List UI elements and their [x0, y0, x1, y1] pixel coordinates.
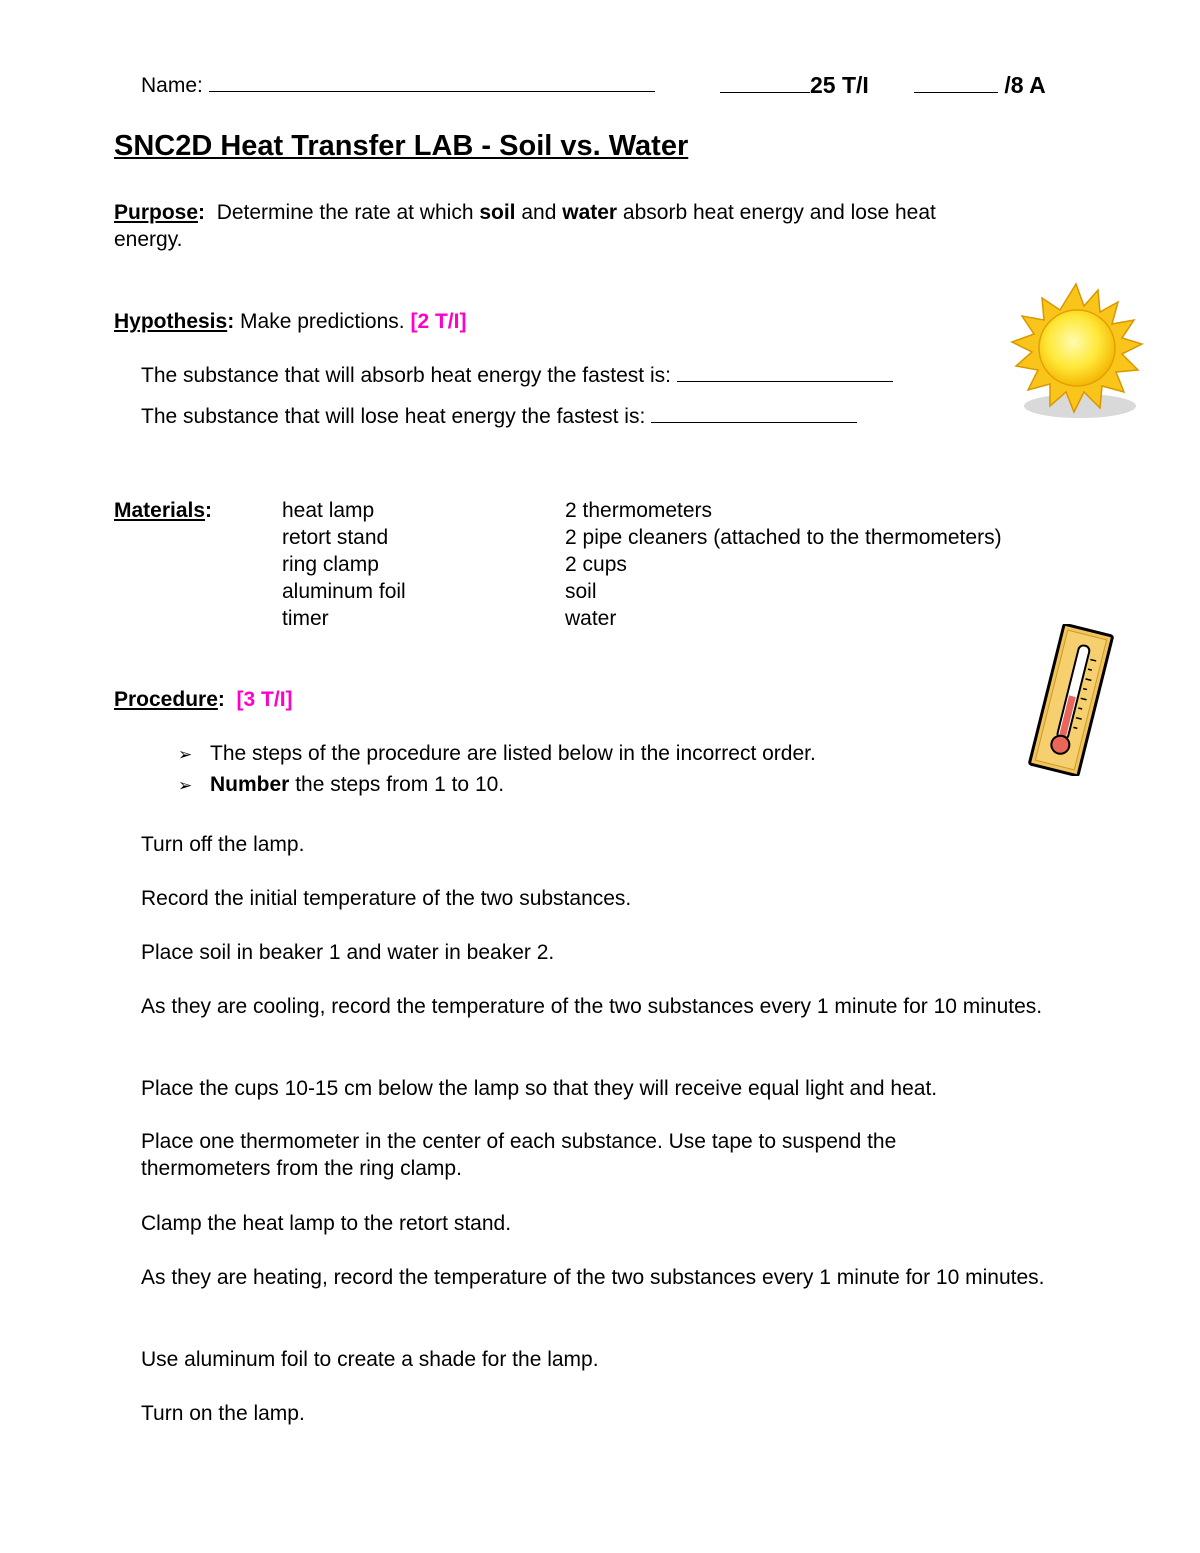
sun-icon — [1008, 282, 1146, 424]
procedure-step: As they are cooling, record the temperature of the two substances every 1 minute for 10 minutes. — [141, 995, 1043, 1018]
a-score: /8 A — [914, 72, 1046, 99]
purpose-water: water — [562, 201, 618, 224]
material-item: heat lamp — [282, 499, 375, 522]
procedure-heading: Procedure: [3 T/I] — [114, 688, 293, 711]
procedure-step: Turn on the lamp. — [141, 1402, 305, 1425]
procedure-step: As they are heating, record the temperature of the two substances every 1 minute for 10 minutes. — [141, 1266, 1045, 1289]
procedure-bullet-1: ➢ The steps of the procedure are listed below in the incorrect order. — [178, 742, 816, 765]
procedure-step: Record the initial temperature of the two substances. — [141, 887, 632, 910]
name-line — [141, 74, 655, 98]
purpose-soil: soil — [479, 201, 516, 224]
material-item: 2 pipe cleaners (attached to the thermometers) — [565, 526, 1002, 549]
procedure-marks: [3 T/I] — [236, 688, 293, 711]
procedure-step: Place soil in beaker 1 and water in beaker 2. — [141, 941, 555, 964]
procedure-step: Clamp the heat lamp to the retort stand. — [141, 1212, 512, 1235]
hypothesis-q1: The substance that will absorb heat energy the fastest is: — [141, 364, 893, 388]
hypothesis-label: Hypothesis — [114, 310, 228, 333]
materials-col-2 — [565, 497, 1002, 632]
procedure-label: Procedure — [114, 688, 218, 711]
purpose-label: Purpose — [114, 201, 199, 224]
materials-heading: Materials: — [114, 499, 213, 522]
procedure-step: Place the cups 10-15 cm below the lamp so that they will receive equal light and heat. — [141, 1077, 938, 1100]
thermometer-icon — [1018, 624, 1124, 776]
procedure-step: Turn off the lamp. — [141, 833, 305, 856]
material-item: aluminum foil — [282, 580, 406, 603]
hypothesis-line: Hypothesis: Make predictions. [2 T/I] — [114, 310, 467, 333]
a-score-blank[interactable] — [914, 92, 998, 93]
material-item: water — [565, 607, 617, 630]
material-item: 2 thermometers — [565, 499, 713, 522]
purpose-line-2: energy. — [114, 228, 183, 251]
ti-score: 25 T/I — [720, 72, 869, 99]
arrow-bullet-icon: ➢ — [178, 776, 193, 796]
arrow-bullet-icon: ➢ — [178, 745, 193, 765]
material-item: retort stand — [282, 526, 389, 549]
procedure-step: Place one thermometer in the center of each substance. Use tape to suspend the thermometers from the ring clamp. — [141, 1130, 897, 1180]
hypothesis-q1-blank[interactable] — [677, 381, 893, 382]
procedure-bullet-2: ➢ Number the steps from 1 to 10. — [178, 773, 505, 796]
procedure-step: Use aluminum foil to create a shade for the lamp. — [141, 1348, 599, 1371]
material-item: timer — [282, 607, 329, 630]
material-item: soil — [565, 580, 597, 603]
materials-label: Materials — [114, 499, 206, 522]
page-title: SNC2D Heat Transfer LAB - Soil vs. Water — [114, 130, 689, 162]
hypothesis-q2: The substance that will lose heat energy the fastest is: — [141, 405, 857, 429]
ti-score-blank[interactable] — [720, 92, 810, 93]
name-blank[interactable] — [209, 91, 655, 92]
materials-col-1 — [282, 497, 406, 632]
material-item: 2 cups — [565, 553, 627, 576]
purpose-line-1: Purpose: Determine the rate at which soil and water absorb heat energy and lose heat — [114, 201, 936, 224]
name-label: Name: — [141, 74, 203, 97]
hypothesis-marks: [2 T/I] — [410, 310, 467, 333]
material-item: ring clamp — [282, 553, 379, 576]
hypothesis-q2-blank[interactable] — [651, 422, 857, 423]
